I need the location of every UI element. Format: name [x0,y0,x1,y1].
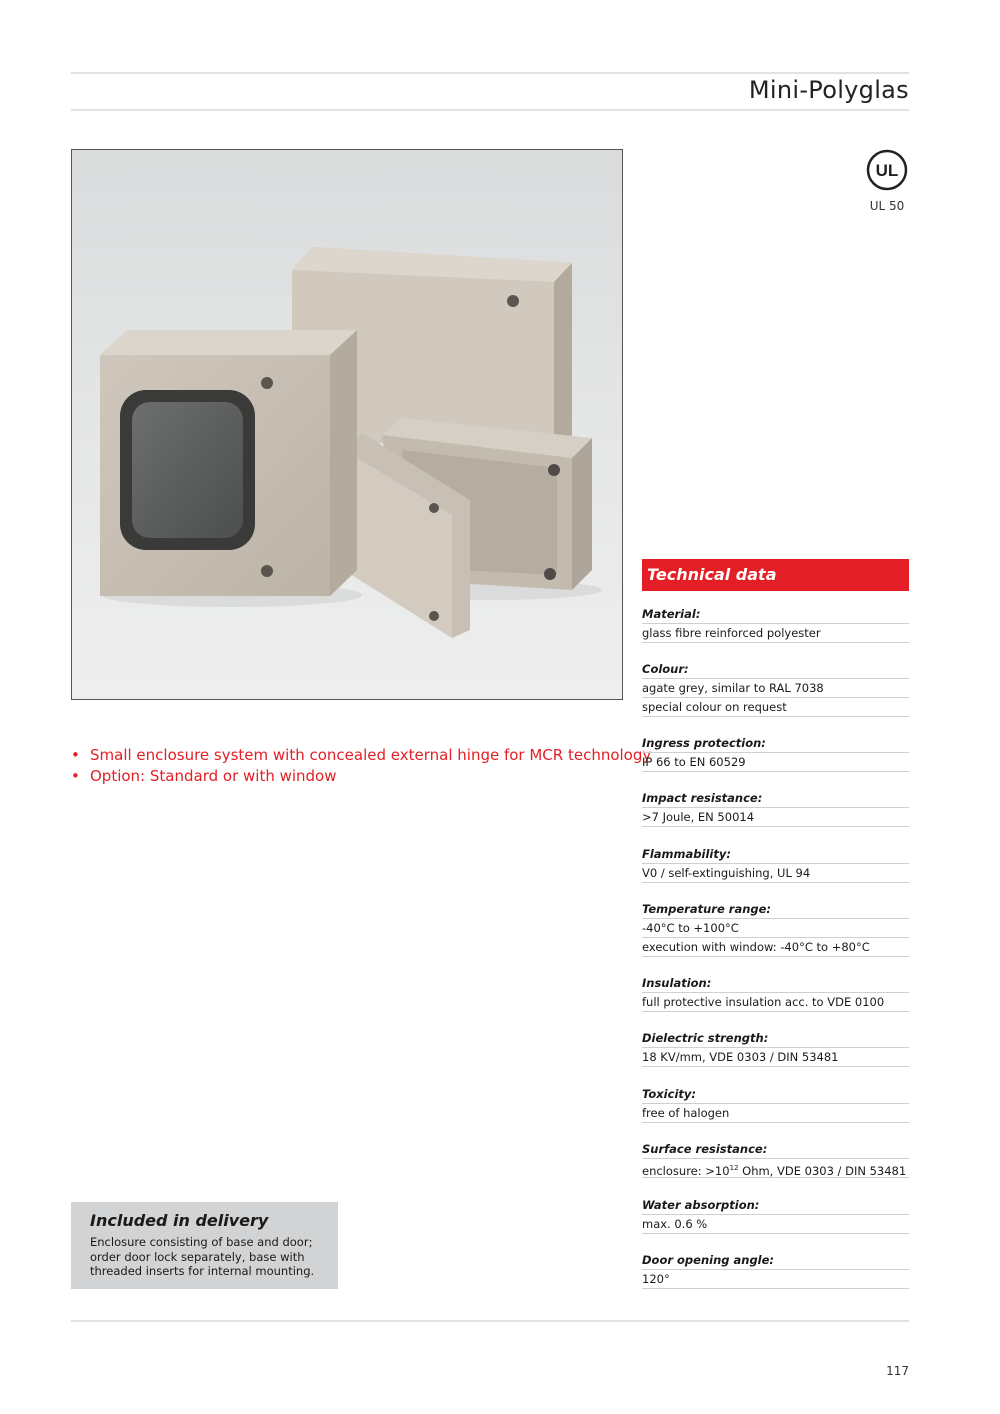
feature-item: • Small enclosure system with concealed external hinge for MCR technology [71,745,651,766]
tech-section-insulation [642,974,909,1012]
tech-label: Dielectric strength: [642,1029,909,1048]
tech-section-dielectric [642,1029,909,1067]
tech-label: Impact resistance: [642,789,909,808]
tech-value: special colour on request [642,698,909,717]
tech-value: >7 Joule, EN 50014 [642,808,909,827]
tech-value: -40°C to +100°C [642,919,909,938]
tech-section-colour [642,660,909,717]
tech-value: V0 / self-extinguishing, UL 94 [642,864,909,883]
delivery-box [71,1202,338,1289]
tech-label: Colour: [642,660,909,679]
tech-label: Surface resistance: [642,1140,909,1159]
tech-label: Flammability: [642,845,909,864]
tech-section-surface-resistance [642,1140,909,1178]
delivery-line: order door lock separately, base with [90,1249,305,1264]
tech-value [642,1159,909,1178]
tech-value: max. 0.6 % [642,1215,909,1234]
tech-value: IP 66 to EN 60529 [642,753,909,772]
tech-label: Ingress protection: [642,734,909,753]
title-underline [71,109,909,111]
tech-label: Water absorption: [642,1196,909,1215]
technical-data-panel [642,559,909,1286]
tech-section-door-angle [642,1251,909,1289]
footer-rule [71,1320,909,1322]
tech-section-temperature [642,900,909,957]
ul-standard-label: UL 50 [869,199,905,213]
tech-value: free of halogen [642,1104,909,1123]
tech-value: 18 KV/mm, VDE 0303 / DIN 53481 [642,1048,909,1067]
tech-label: Toxicity: [642,1085,909,1104]
feature-item: • Option: Standard or with window [71,766,651,787]
tech-value: full protective insulation acc. to VDE 0100 [642,993,909,1012]
delivery-title: Included in delivery [90,1211,269,1230]
tech-value: glass fibre reinforced polyester [642,624,909,643]
delivery-text [90,1235,328,1279]
tech-value: execution with window: -40°C to +80°C [642,938,909,957]
delivery-line: threaded inserts for internal mounting. [90,1264,315,1278]
tech-value: 120° [642,1270,909,1289]
tech-section-toxicity [642,1085,909,1123]
tech-section-water-absorption [642,1196,909,1234]
technical-data-header: Technical data [642,559,909,591]
delivery-line: Enclosure consisting of base and door; [90,1235,313,1249]
svg-text:UL: UL [875,161,899,180]
tech-section-material [642,605,909,643]
page-number: 117 [886,1364,909,1378]
tech-section-flammability [642,845,909,883]
feature-list [71,745,651,787]
ul-listed-icon [866,149,908,191]
product-photo [71,149,623,700]
page-title: Mini-Polyglas [748,76,909,104]
tech-label: Temperature range: [642,900,909,919]
tech-label: Material: [642,605,909,624]
tech-value-part: Ohm, VDE 0303 / DIN 53481 [738,1163,907,1178]
tech-value-part: enclosure: >10 [642,1163,730,1178]
tech-section-ingress [642,734,909,772]
tech-label: Insulation: [642,974,909,993]
top-rule [71,72,909,74]
tech-section-impact [642,789,909,827]
tech-value: agate grey, similar to RAL 7038 [642,679,909,698]
exponent: 12 [729,1164,739,1172]
tech-label: Door opening angle: [642,1251,909,1270]
